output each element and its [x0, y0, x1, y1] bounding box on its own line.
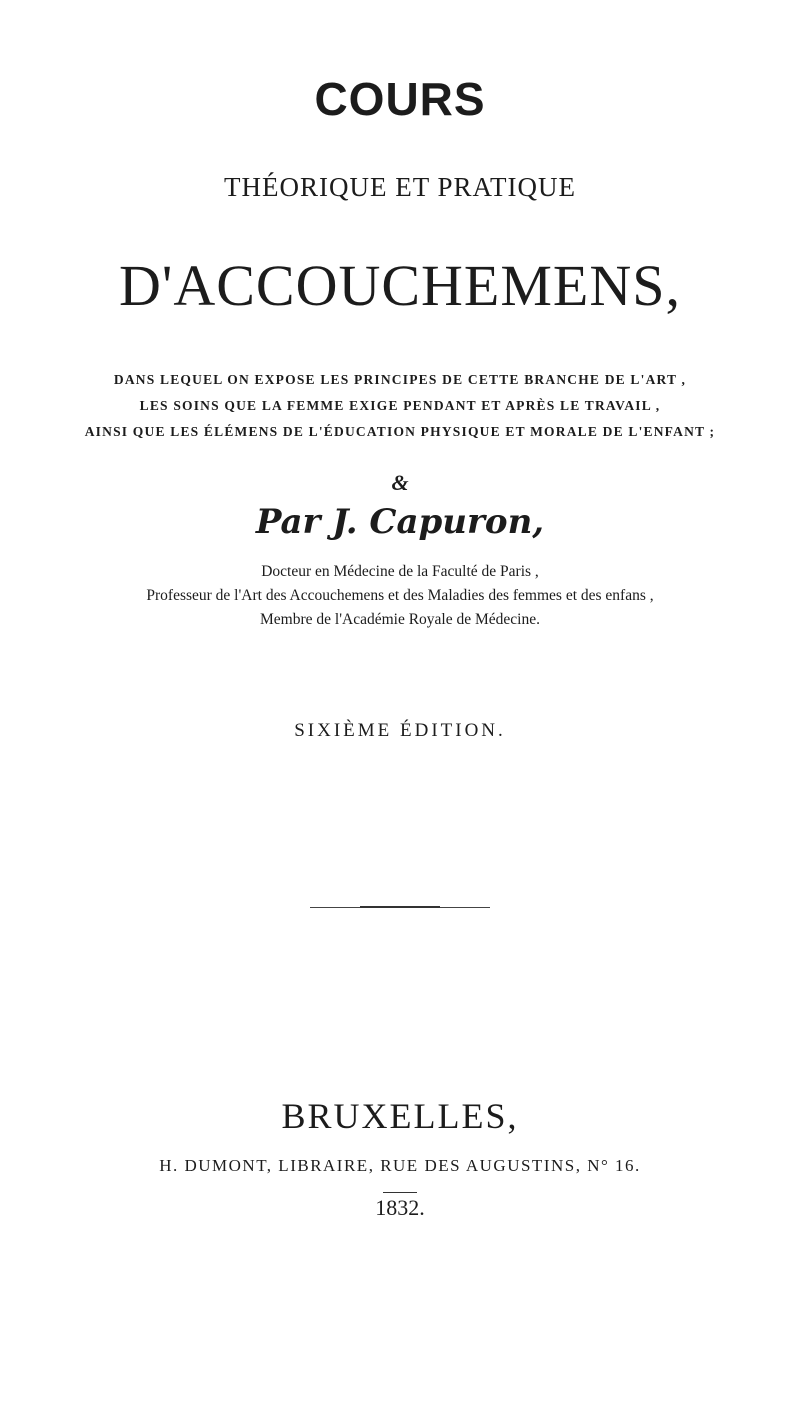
- imprint-publisher: H. DUMONT, LIBRAIRE, RUE DES AUGUSTINS, N° 16.: [159, 1156, 641, 1175]
- imprint-year: 1832.: [375, 1195, 425, 1220]
- author-line: Par J. Capuron,: [255, 502, 545, 542]
- description-line-2: LES SOINS QUE LA FEMME EXIGE PENDANT ET APRÈS LE TRAVAIL ,: [139, 398, 661, 413]
- year-rule: [383, 1192, 417, 1193]
- credentials-line-2: Professeur de l'Art des Accouchemens et des Maladies des femmes et des enfans ,: [146, 587, 654, 604]
- edition-line: SIXIÈME ÉDITION.: [294, 720, 506, 741]
- title-line-1: COURS: [314, 73, 486, 125]
- credentials-line-3: Membre de l'Académie Royale de Médecine.: [260, 611, 540, 628]
- ampersand-ornament: &: [391, 470, 409, 495]
- description-line-1: DANS LEQUEL ON EXPOSE LES PRINCIPES DE CETTE BRANCHE DE L'ART ,: [113, 372, 687, 387]
- divider-rule-center: [360, 906, 440, 908]
- imprint-city: BRUXELLES,: [281, 1096, 519, 1136]
- description-line-3: AINSI QUE LES ÉLÉMENS DE L'ÉDUCATION PHYSIQUE ET MORALE DE L'ENFANT ;: [84, 424, 716, 439]
- credentials-line-1: Docteur en Médecine de la Faculté de Paris ,: [261, 563, 539, 580]
- title-line-3: D'ACCOUCHEMENS,: [118, 253, 681, 318]
- title-line-2: THÉORIQUE ET PRATIQUE: [224, 172, 576, 202]
